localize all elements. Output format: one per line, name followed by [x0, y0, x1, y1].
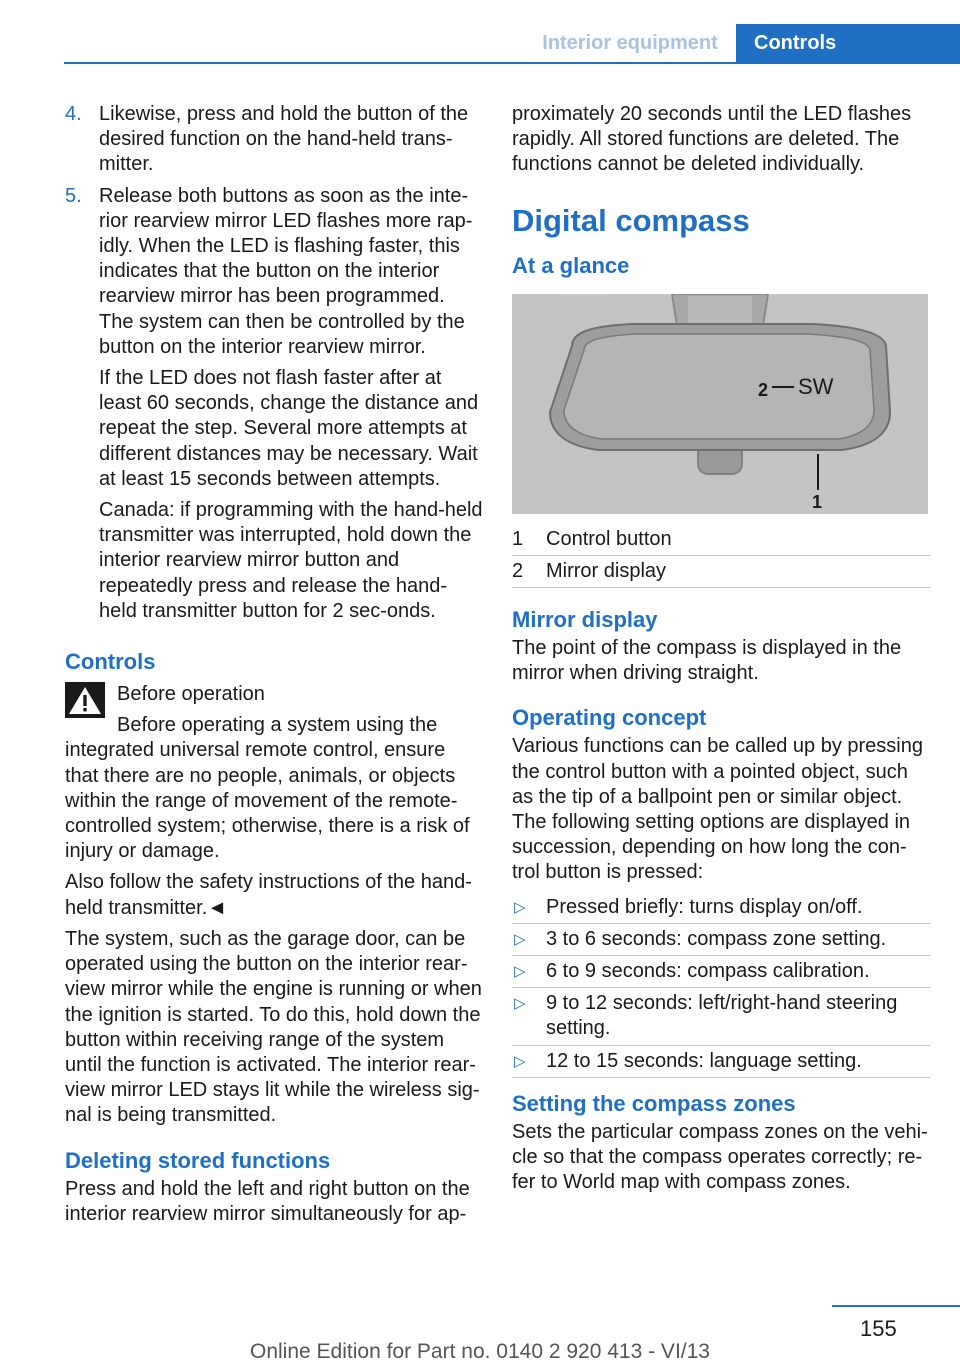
option-text: 9 to 12 seconds: left/right-hand steering setting. — [546, 992, 898, 1040]
option-item — [512, 1046, 930, 1078]
step-4 — [65, 102, 483, 178]
compass-zones-text: Sets the particular compass zones on the vehi-cle so that the compass operates correctly; re-fer to World map with compass zones. — [512, 1120, 928, 1194]
warning-text-body: Before operating a system using the integrated universal remote control, ensure that there are no people, animals, or objects within the range of movement of the remote-controlled system; otherwise, there is a risk of injury or damage. — [65, 714, 470, 863]
step-text: Release both buttons as soon as the inte-rior rearview mirror LED flashes more rap-idly. When the LED is flashing faster, this indicates that the button on the interior rearview mirror has been programmed. The system can then be controlled by the button on the interior rearview mirror. — [99, 184, 473, 358]
legend-number: 1 — [512, 527, 524, 550]
mirror-display-text: The point of the compass is displayed in the mirror when driving straight. — [512, 637, 902, 685]
page-number: 155 — [860, 1316, 897, 1341]
mirror-display-heading: Mirror display — [512, 607, 658, 633]
option-item — [512, 956, 930, 988]
bullet-triangle-icon: ▷ — [514, 963, 526, 981]
edition-footer: Online Edition for Part no. 0140 2 920 413 - VI/13 — [250, 1340, 710, 1363]
deleting-heading: Deleting stored functions — [65, 1147, 331, 1173]
header-section-tab: Interior equipment — [542, 32, 718, 54]
footer-rule — [832, 1305, 960, 1307]
step-5 — [65, 184, 483, 360]
operating-concept-text: Various functions can be called up by pressing the control button with a pointed object, such as the tip of a ballpoint pen or similar object. The following setting options are displayed in succession, depending on how long the con-trol button is pressed: — [512, 735, 923, 884]
bullet-triangle-icon: ▷ — [514, 1052, 526, 1070]
legend-label: Control button — [546, 527, 672, 550]
option-text: 3 to 6 seconds: compass zone setting. — [546, 927, 887, 950]
legend-item — [512, 524, 930, 556]
option-item — [512, 892, 930, 924]
digital-compass-heading: Digital compass — [512, 202, 750, 238]
bullet-triangle-icon: ▷ — [514, 995, 526, 1013]
step-number: 4. — [65, 103, 82, 125]
option-text: 6 to 9 seconds: compass calibration. — [546, 960, 870, 983]
step-number: 5. — [65, 184, 82, 207]
header-rule — [64, 62, 960, 64]
operating-concept-heading: Operating concept — [512, 705, 707, 731]
callout-1: 1 — [812, 491, 823, 512]
rearview-mirror-illustration — [512, 294, 928, 514]
option-text: 12 to 15 seconds: language setting. — [546, 1049, 862, 1072]
left-column — [65, 102, 483, 1233]
step-text: Likewise, press and hold the button of the desired function on the hand-held trans-mitter. — [99, 103, 469, 176]
warning-text — [65, 713, 483, 864]
step-5-note-canada: Canada: if programming with the hand-held transmitter was interrupted, hold down the interior rearview mirror button and repeatedly press and release the hand-held transmitter button for 2 sec-onds. — [99, 499, 483, 622]
bullet-triangle-icon: ▷ — [514, 898, 526, 916]
option-item — [512, 988, 930, 1045]
right-column — [512, 102, 930, 1201]
mirror-display-readout: SW — [798, 373, 834, 399]
legend-label: Mirror display — [546, 559, 667, 582]
warning-block — [65, 682, 483, 707]
legend-number: 2 — [512, 559, 524, 582]
compass-zones-heading: Setting the compass zones — [512, 1090, 796, 1116]
deleting-text: Press and hold the left and right button on the interior rearview mirror simultaneously for ap- — [65, 1177, 470, 1225]
header-chapter-tab: Controls — [736, 24, 960, 62]
legend-item — [512, 556, 930, 588]
option-item — [512, 924, 930, 956]
bullet-triangle-icon: ▷ — [514, 930, 526, 948]
warning-triangle-icon — [65, 682, 105, 718]
step-5-note-retry: If the LED does not flash faster after at least 60 seconds, change the distance and repeat the step. Several more attempts at different distances may be necessary. Wait at least 15 seconds between attempts. — [99, 367, 479, 490]
deleting-continued: proximately 20 seconds until the LED flashes rapidly. All stored functions are deleted. The functions cannot be deleted individually. — [512, 103, 912, 176]
callout-2: 2 — [758, 379, 769, 400]
option-text: Pressed briefly: turns display on/off. — [546, 895, 863, 918]
operation-text: The system, such as the garage door, can be operated using the button on the interior rear-view mirror while the engine is running or when the ignition is started. To do this, hold down the button within receiving range of the system until the function is activated. The interior rear-view mirror LED stays lit while the wireless sig-nal is being transmitted. — [65, 927, 482, 1127]
warning-title: Before operation — [117, 683, 265, 706]
mirror-figure — [512, 294, 928, 514]
at-a-glance-heading: At a glance — [512, 252, 630, 278]
controls-heading: Controls — [65, 649, 156, 675]
safety-text: Also follow the safety instructions of the hand-held transmitter.◄ — [65, 871, 472, 919]
